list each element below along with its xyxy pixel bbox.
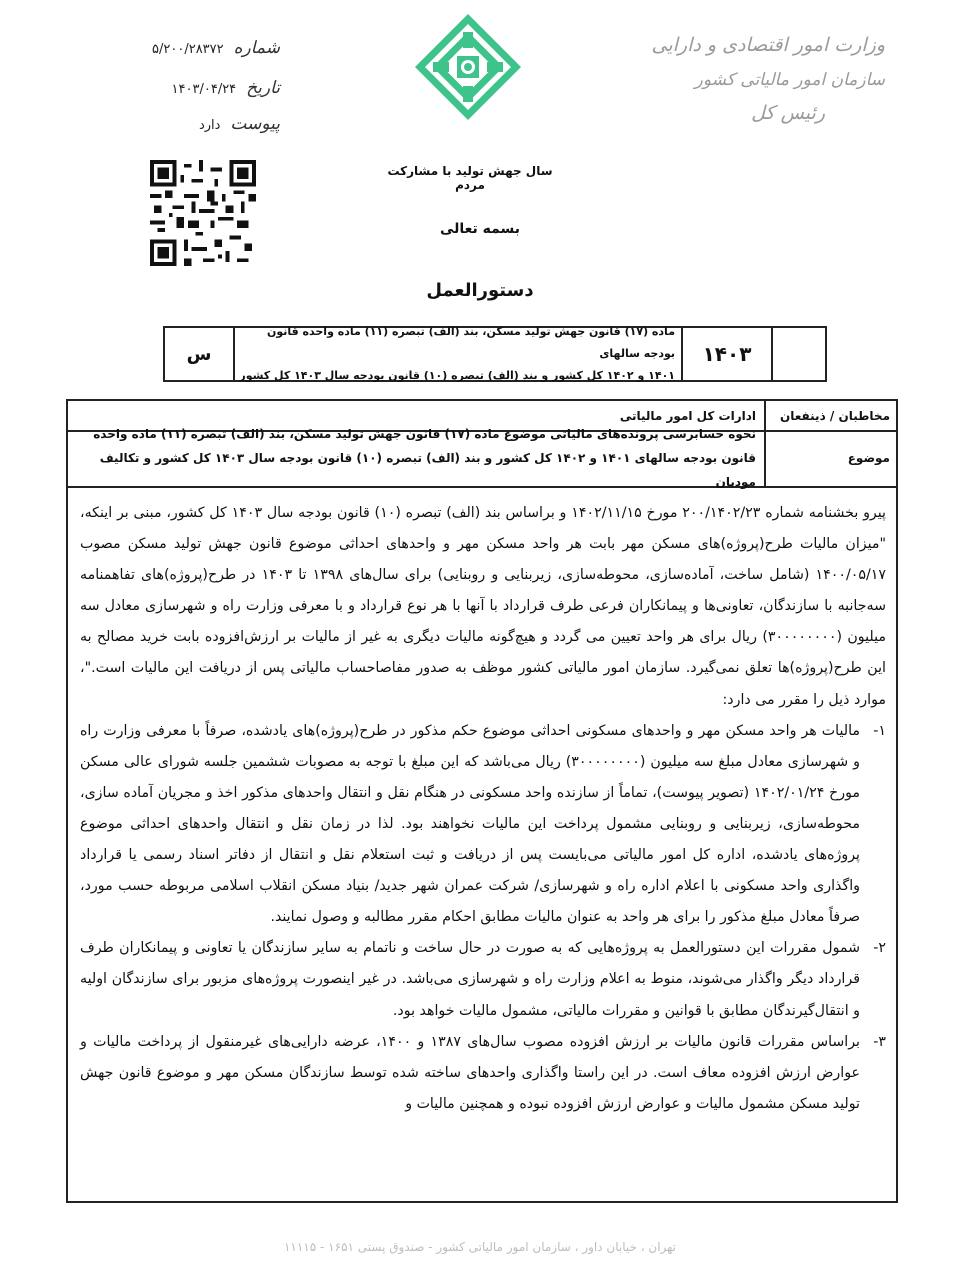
letter-attachment: [140, 114, 280, 134]
intro-paragraph: پیرو بخشنامه شماره ۲۰۰/۱۴۰۲/۲۳ مورخ ۱۴۰۲/۱۱/۱۵ و براساس بند (الف) تبصره (۱۰) قانون بودجه سال ۱۴۰۳ کل کشور، مبنی بر اینکه، "میزان مالیات طرح(پروژه)های مسکن مهر بابت هر واحد مسکن مهر و واحدهای احداثی موضوع قانون جهش تولید مسکن مصوب ۱۴۰۰/۰۵/۱۷ (شامل ساخت، آماده‌سازی، محوطه‌سازی، زیربنایی و روبنایی) برای سال‌های ۱۳۹۸ تا ۱۴۰۳ در طرح(پروژه)های تفاهمنامه سه‌جانبه با سازندگان، تعاونی‌ها و پیمانکاران فرعی طرف قرارداد با آنها با هر نوع قرارداد و با معرفی وزارت راه و شهرسازی معادل سه میلیون (۳۰۰۰۰۰۰۰۰) ریال برای هر واحد تعیین می گردد و هیچ‌گونه مالیات دیگری به غیر از مالیات بر ارزش‌افزوده بابت خرید مصالح به این طرح(پروژه)ها تعلق نمی‌گیرد. سازمان امور مالیاتی کشور موظف به صدور مفاصاحساب مالیاتی پس از دریافت این مالیات است."، موارد ذیل را مقرر می دارد:: [80, 505, 887, 708]
ministry-line3: رئیس کل: [751, 102, 825, 124]
list-item: [80, 933, 886, 1026]
directive-header-box: [163, 326, 827, 382]
item-text: براساس مقررات قانون مالیات بر ارزش افزوده مصوب سال‌های ۱۳۸۷ و ۱۴۰۰، عرضه دارایی‌های غیرمنقول از پرداخت مالیات و عوارض ارزش افزوده معاف است. در این راستا واگذاری واحدهای ساخته شده توسط سازندگان مسکن مهر و موضوع قانون جهش تولید مسکن مشمول مالیات و عوارض ارزش افزوده نبوده و همچنین مالیات و: [80, 1033, 860, 1112]
letter-date: [140, 78, 280, 98]
ministry-line1: وزارت امور اقتصادی و دارایی: [651, 34, 885, 56]
attachment-label: پیوست: [230, 114, 280, 134]
addressee-value: ادارات کل امور مالیاتی: [619, 408, 756, 423]
item-number: ۳-: [873, 1033, 886, 1050]
directive-text: [80, 498, 886, 1120]
document-title: دستورالعمل: [426, 280, 534, 301]
subject-value: نحوه حسابرسی پرونده‌های مالیاتی موضوع ماده (۱۷) قانون جهش تولید مسکن، بند (الف) تبصره (۱۱) ماده واحده قانون بودجه سالهای ۱۴۰۱ و ۱۴۰۲ کل کشور و بند (الف) تبصره (۱۰) قانون بودجه سال ۱۴۰۳ کل کشور و تکالیف مودیان: [93, 427, 756, 489]
number-value: ۵/۲۰۰/۲۸۳۷۲: [152, 42, 224, 57]
subject-label: موضوع: [764, 430, 896, 486]
directive-code: س: [186, 343, 212, 365]
list-item: [80, 1027, 886, 1120]
tax-organization-logo: [413, 12, 523, 122]
directive-body-frame: [66, 399, 898, 1203]
addressee-label: مخاطبان / ذینفعان: [764, 401, 896, 430]
empty-cell: [771, 328, 825, 380]
item-text: مالیات هر واحد مسکن مهر و واحدهای مسکونی احداثی موضوع حکم مذکور در طرح(پروژه)های یادشده، صرفاً با معرفی وزارت راه و شهرسازی معادل مبلغ سه میلیون (۳۰۰۰۰۰۰۰۰) ریال می‌باشد که این مبلغ با توجه به مصوبات ششمین جلسه شورای عالی مسکن مورخ ۱۴۰۲/۰۱/۲۴ (تصویر پیوست)، تماماً از سازنده واحد مسکونی در هنگام نقل و انتقال واحدهای مذکور اخذ و مجریان آماده سازی، محوطه‌سازی، زیربنایی و روبنایی مشمول پرداخت این مالیات نخواهند بود. لذا در زمان نقل و انتقال واحدهای احداثی موضوع پروژه‌های یادشده، اداره کل امور مالیاتی می‌بایست پس از دریافت و ثبت استعلام نقل و انتقال از دفاتر اسناد رسمی یا قرارداد واگذاری واحد مسکونی با اعلام اداره راه و شهرسازی/ شرکت عمران شهر جدید/ بنیاد مسکن انقلاب اسلامی مربوطه حسب مورد، صرفاً معادل مبلغ مذکور را برای هر واحد به عنوان مالیات مطابق احکام مقرر مطالبه و وصول نمایند.: [80, 722, 860, 926]
bismillah: بسمه تعالی: [439, 221, 521, 237]
ministry-line2: سازمان امور مالیاتی کشور: [694, 70, 885, 90]
ministry-header: [652, 34, 885, 124]
item-number: ۱-: [873, 722, 886, 739]
item-number: ۲-: [873, 940, 886, 957]
year-slogan: سال جهش تولید با مشارکت مردم: [387, 164, 553, 192]
directive-year: ۱۴۰۳: [681, 328, 771, 380]
item-text: شمول مقررات این دستورالعمل به پروژه‌هایی که به صورت در حال ساخت و ناتمام به سایر سازندگان یا تعاونی و پیمانکاران طرف قرارداد دیگر واگذار می‌شوند، منوط به اعلام وزارت راه و شهرسازی می‌باشد. در غیر اینصورت پروژه‌های مزبور برای سازندگان اولیه و انتقال‌گیرندگان مطابق با قوانین و مقررات مالیاتی، مشمول مالیات خواهد بود.: [80, 940, 860, 1019]
number-label: شماره: [233, 38, 280, 58]
directive-subject-line1: ماده (۱۷) قانون جهش تولید مسکن، بند (الف) تبصره (۱۱) ماده واحده قانون بودجه سالهای: [266, 325, 675, 360]
directive-subject: [233, 325, 681, 382]
subject-row: [68, 427, 896, 489]
date-label: تاریخ: [246, 78, 280, 98]
attachment-value: دارد: [198, 118, 221, 133]
qr-code: [147, 160, 259, 266]
directive-subject-line2: ۱۴۰۱ و ۱۴۰۲ کل کشور و بند (الف) تبصره (۱۰) قانون بودجه سال ۱۴۰۳ کل کشور: [239, 369, 675, 382]
date-value: ۱۴۰۳/۰۴/۲۴: [171, 82, 237, 97]
letter-number: [140, 38, 280, 58]
list-item: [80, 716, 886, 934]
footer-address: تهران ، خیابان داور ، سازمان امور مالیاتی کشور - صندوق پستی ۱۶۵۱ - ۱۱۱۱۵: [283, 1240, 677, 1254]
